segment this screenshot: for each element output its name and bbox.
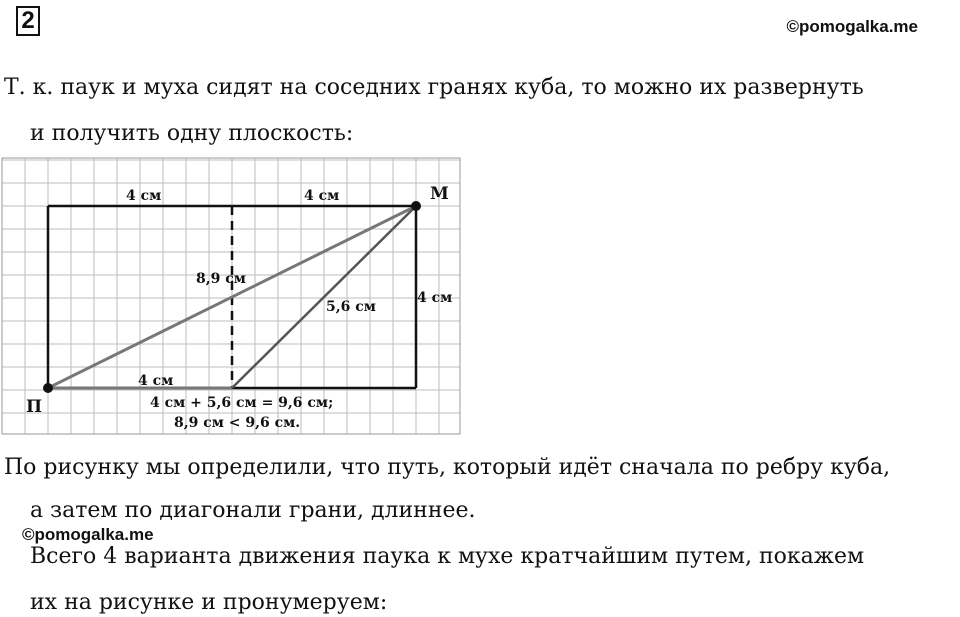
- label-long-diagonal: 8,9 см: [196, 271, 246, 287]
- watermark-top: ©pomogalka.me: [786, 17, 918, 36]
- equation-2: 8,9 см < 9,6 см.: [174, 415, 301, 431]
- equation-1: 4 см + 5,6 см = 9,6 см;: [150, 395, 334, 411]
- paragraph-line-4: а затем по диагонали грани, длиннее.: [30, 498, 476, 523]
- paragraph-line-2: и получить одну плоскость:: [30, 121, 354, 146]
- label-top-right: 4 см: [304, 188, 340, 204]
- paragraph-line-6: их на рисунке и пронумеруем:: [30, 590, 388, 615]
- point-m-label: М: [430, 184, 449, 204]
- cube-net-figure: [0, 156, 466, 438]
- label-right: 4 см: [417, 290, 453, 306]
- label-top-left: 4 см: [126, 188, 162, 204]
- watermark-middle: ©pomogalka.me: [22, 525, 154, 544]
- paragraph-line-1: Т. к. паук и муха сидят на соседних гранях куба, то можно их развернуть: [4, 75, 864, 100]
- point-m-dot: [411, 201, 421, 211]
- label-bottom: 4 см: [138, 373, 174, 389]
- point-p-dot: [43, 383, 53, 393]
- label-short-diagonal: 5,6 см: [326, 299, 376, 315]
- paragraph-line-3: По рисунку мы определили, что путь, который идёт сначала по ребру куба,: [4, 455, 891, 480]
- point-p-label: П: [26, 397, 43, 417]
- task-number-box: 2: [16, 6, 40, 36]
- paragraph-line-5: Всего 4 варианта движения паука к мухе кратчайшим путем, покажем: [30, 544, 865, 569]
